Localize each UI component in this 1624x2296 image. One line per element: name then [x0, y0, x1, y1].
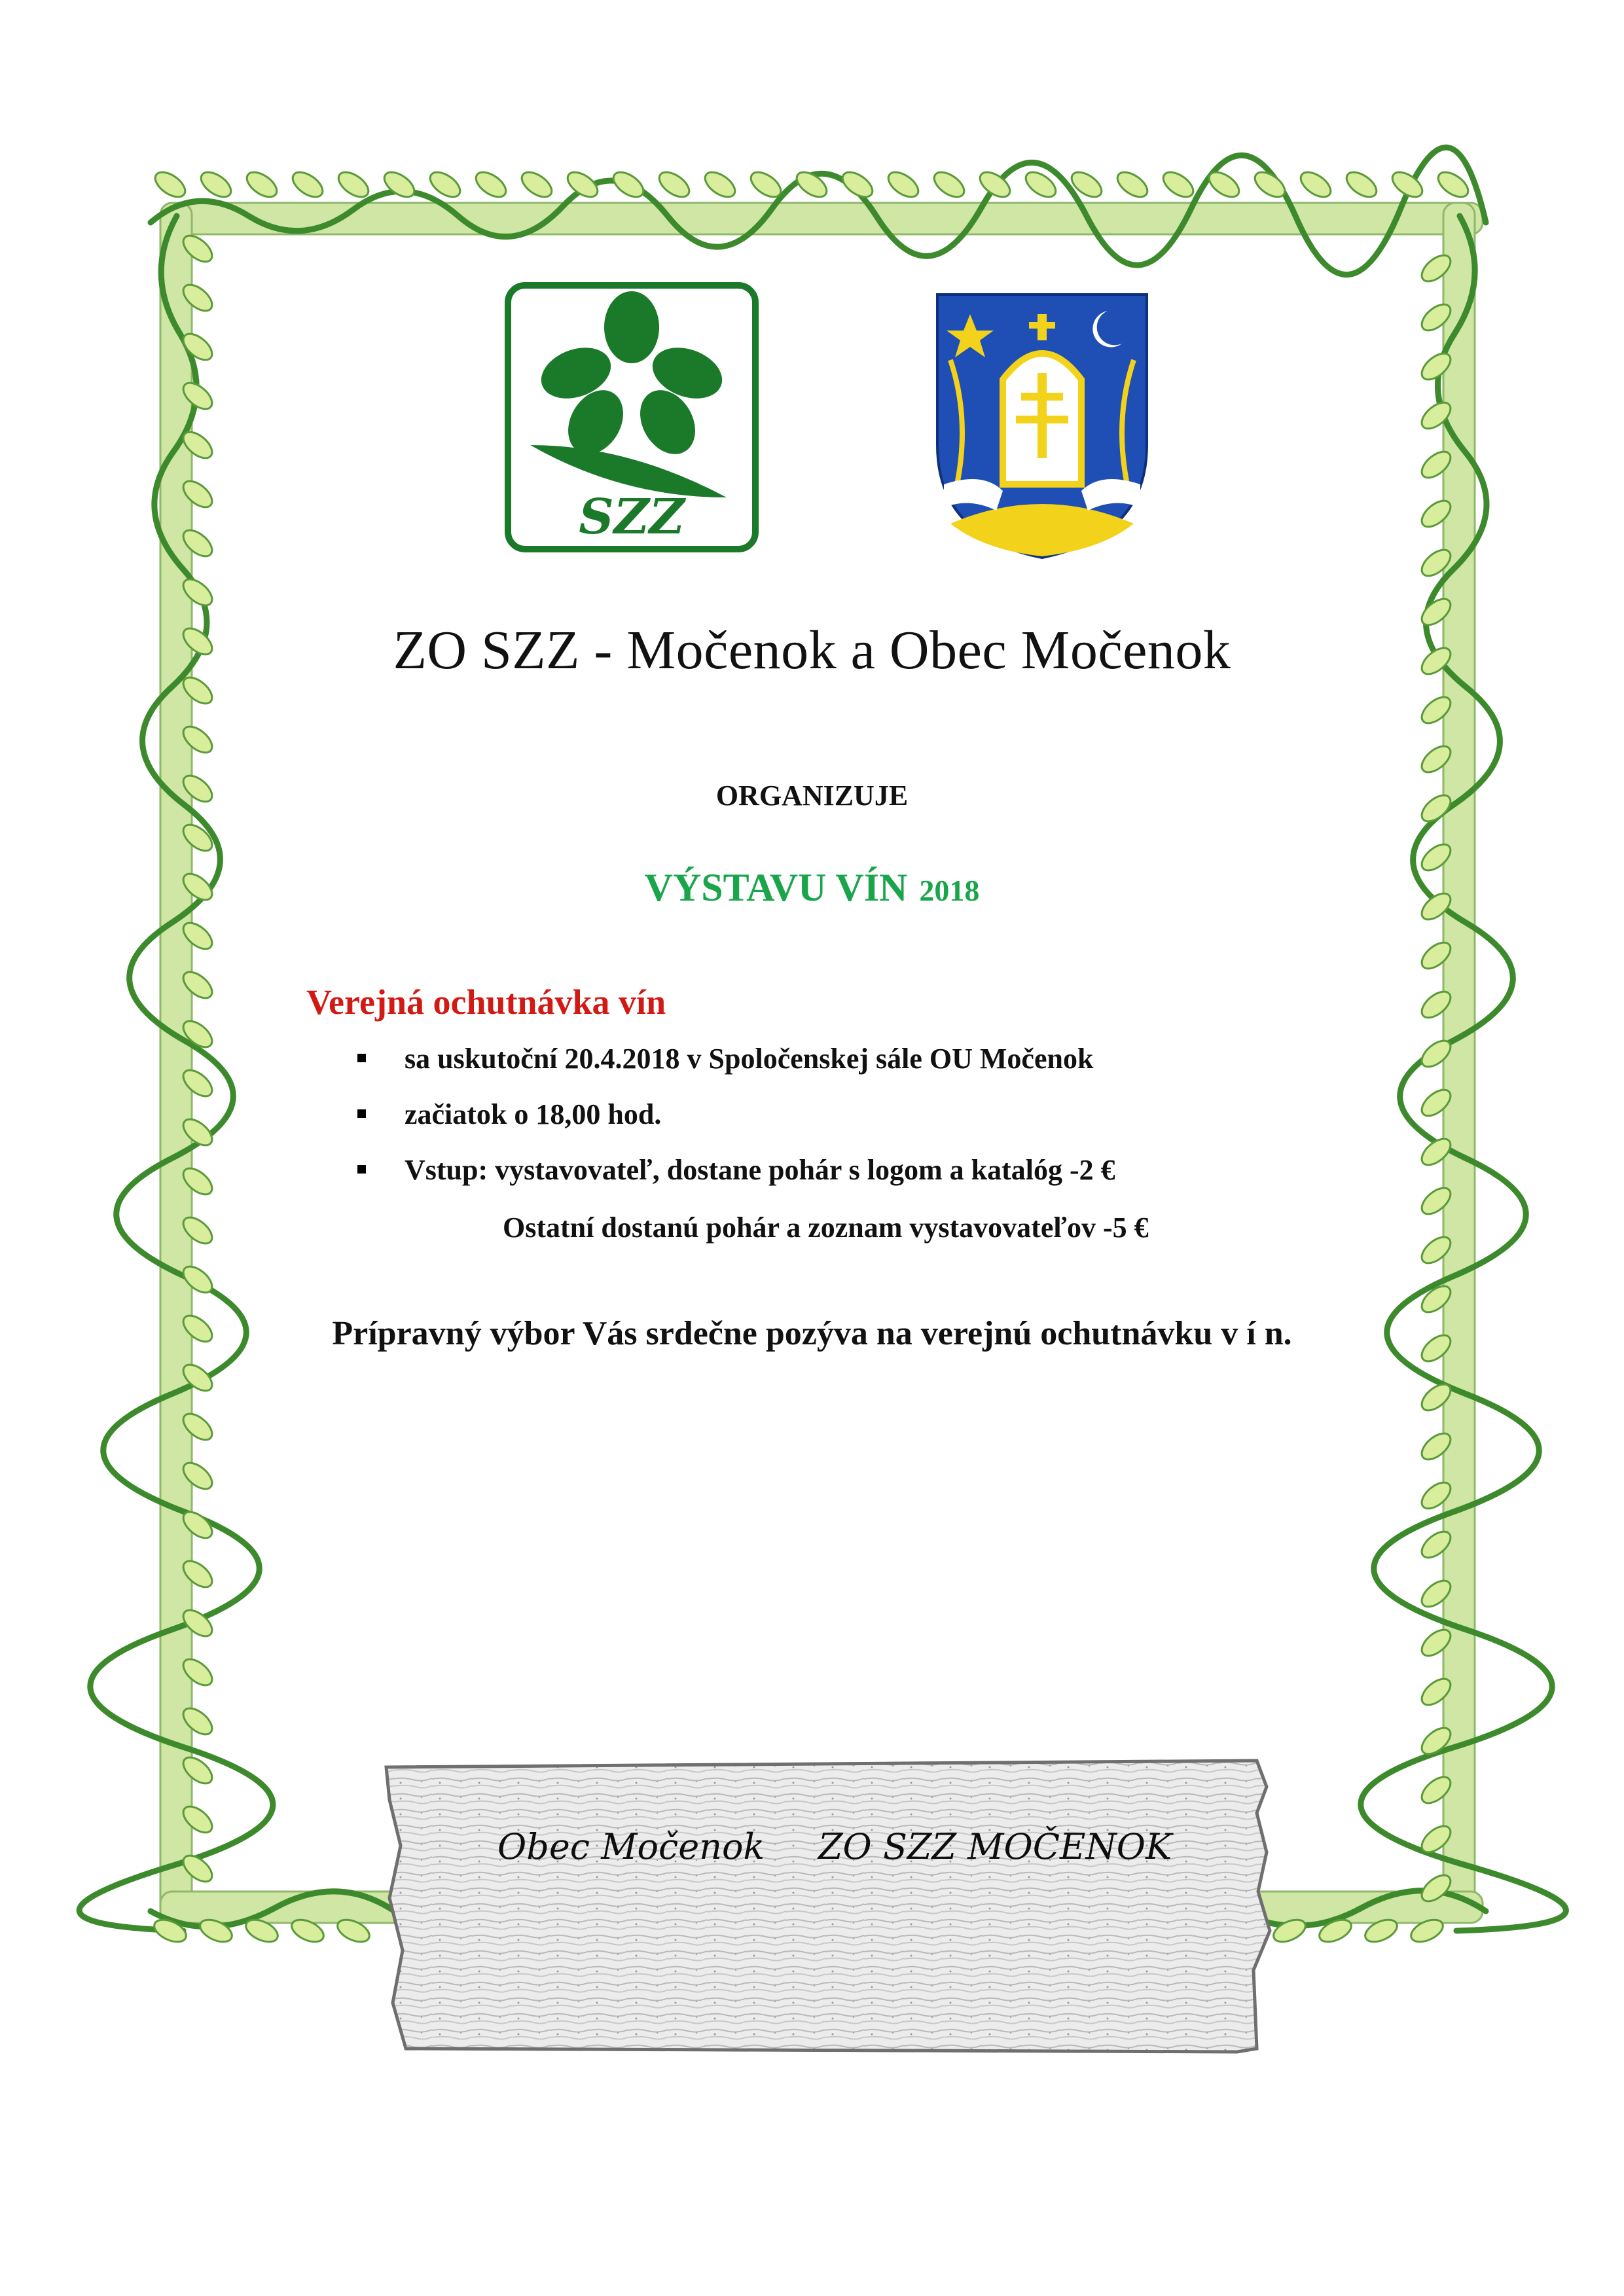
leaf-icon — [289, 168, 327, 202]
bullet-icon — [357, 1054, 366, 1062]
subtitle: ORGANIZUJE — [715, 780, 909, 812]
leaf-icon — [701, 168, 740, 202]
list-item: Vstup: vystavovateľ, dostane pohár s logom a katalóg -2 € — [353, 1151, 1115, 1206]
szz-logo-text: SZZ — [579, 489, 685, 545]
leaf-icon — [243, 168, 281, 202]
leaf-icon — [518, 168, 556, 202]
wooden-plank — [386, 1761, 1270, 2052]
leaf-icon — [930, 168, 969, 202]
coat-of-arms — [931, 288, 1153, 563]
signature-municipality: Obec Močenok — [497, 1826, 765, 1867]
bullet-icon — [357, 1165, 366, 1174]
entry-fee-note: Ostatní dostanú pohár a zoznam vystavovateľov -5 € — [503, 1211, 1149, 1244]
list-item: sa uskutoční 20.4.2018 v Spoločenskej sále OU Močenok — [353, 1039, 1115, 1095]
leaf-icon — [1113, 168, 1152, 202]
leaf-icon — [839, 168, 877, 202]
leaf-icon — [334, 168, 373, 202]
event-details-list — [353, 1039, 1115, 1206]
leaf-icon — [609, 168, 648, 202]
event-name: VÝSTAVU VÍN — [644, 866, 908, 909]
leaf-icon — [884, 168, 923, 202]
invitation-text: Prípravný výbor Vás srdečne pozýva na verejnú ochutnávku v í n. — [332, 1315, 1292, 1352]
leaf-icon — [655, 168, 694, 202]
leaf-icon — [1343, 168, 1381, 202]
list-item: začiatok o 18,00 hod. — [353, 1095, 1115, 1151]
event-heading — [0, 865, 1624, 910]
event-year: 2018 — [919, 874, 980, 907]
leaf-icon — [472, 168, 511, 202]
leaf-icon — [380, 168, 419, 202]
leaf-icon — [1297, 168, 1335, 202]
leaf-icon — [151, 168, 190, 202]
signature-organization: ZO SZZ MOČENOK — [818, 1826, 1172, 1867]
bullet-icon — [357, 1109, 366, 1118]
section-title: Verejná ochutnávka vín — [306, 982, 666, 1022]
page-title: ZO SZZ - Močenok a Obec Močenok — [393, 620, 1231, 681]
leaf-icon — [1434, 168, 1473, 202]
leaf-icon — [1159, 168, 1198, 202]
szz-logo — [504, 281, 759, 553]
leaf-icon — [197, 168, 236, 202]
